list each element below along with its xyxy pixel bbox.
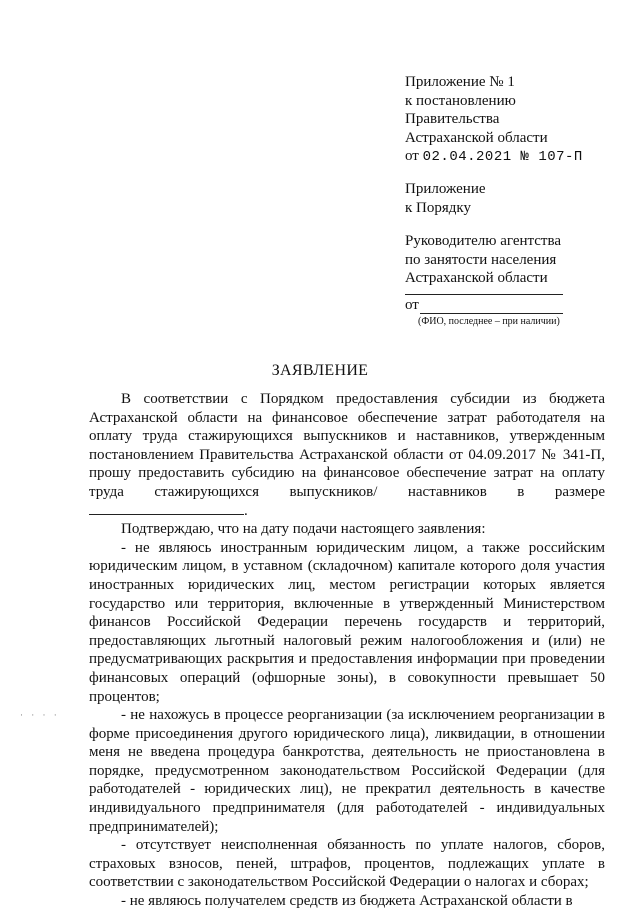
paragraph-6: - не являюсь получателем средств из бюджета Астраханской области в [121, 893, 573, 910]
appendix-1-government: Правительства [405, 111, 500, 127]
document-title: ЗАЯВЛЕНИЕ [271, 362, 369, 379]
paragraph-5: - отсутствует неисполненная обязанность по уплате налогов, сборов, страховых взносов, пеней, штрафов, процентов, подлежащих уплате в соответствии с законодательством Российской Федерации о налогах и сборах; [89, 837, 605, 891]
paragraph-2: Подтверждаю, что на дату подачи настоящего заявления: [121, 521, 486, 538]
recipient-line-2: по занятости населения [405, 251, 557, 268]
paragraph-1 [89, 390, 605, 520]
document-body [89, 390, 605, 911]
appendix-1-date-line [405, 147, 583, 167]
from-label: от [405, 297, 419, 313]
paragraph-4: - не нахожусь в процессе реорганизации (за исключением реорганизации в форме присоединения другого юридического лица), ликвидации, в отношении меня не введена процедура банкротства, деятельность не приостановлена в порядке, предусмотренном законодательством Российской Федерации (для работодателей - юридических лиц), не прекратил деятельность в качестве индивидуального предпринимателя (для работодателей - индивидуальных предпринимателей); [89, 707, 605, 835]
recipient-blank-line-1 [405, 294, 563, 295]
fio-note: (ФИО, последнее – при наличии) [418, 316, 560, 327]
recipient-block [405, 232, 561, 288]
appendix-2-block [405, 180, 486, 217]
appendix-1-to-resolution: к постановлению [405, 92, 516, 109]
margin-scan-marks: · · · · [20, 710, 60, 720]
appendix-2-title: Приложение [405, 181, 486, 197]
paragraph-1-text: В соответствии с Порядком предоставления субсидии из бюджета Астраханской области на финансовое обеспечение затрат работодателя на оплату труда стажирующихся выпускников и наставников, утвержденным постановлением Правительства Астраханской области от 04.09.2017 № 341-П, прошу предоставить субсидию на финансовое обеспечение затрат на оплату труда стажирующихся выпускников/ наставников в размере [89, 391, 605, 500]
amount-blank [89, 502, 244, 515]
recipient-line-3: Астраханской области [405, 270, 548, 286]
date-prefix: от [405, 148, 419, 164]
appendix-2-to-procedure: к Порядку [405, 199, 471, 216]
recipient-blank-line-2 [420, 313, 563, 314]
paragraph-3: - не являюсь иностранным юридическим лицом, а также российским юридическим лицом, в уставном (складочном) капитале которого доля участия иностранных юридических лиц, местом регистрации которых является государство или территория, включенные в утвержденный Министерством финансов Российской Федерации перечень государств и территорий, предоставляющих льготный налоговый режим налогообложения и (или) не предусматривающих раскрытия и предоставления информации при проведении финансовых операций (офшорные зоны), в совокупности превышает 50 процентов; [89, 539, 605, 705]
resolution-date-number: 02.04.2021 № 107-П [422, 149, 583, 165]
paragraph-1-end: . [244, 502, 248, 519]
recipient-line-1: Руководителю агентства [405, 233, 562, 249]
appendix-1-block [405, 73, 583, 167]
appendix-1-title: Приложение № 1 [405, 74, 515, 90]
appendix-1-region: Астраханской области [405, 129, 548, 146]
